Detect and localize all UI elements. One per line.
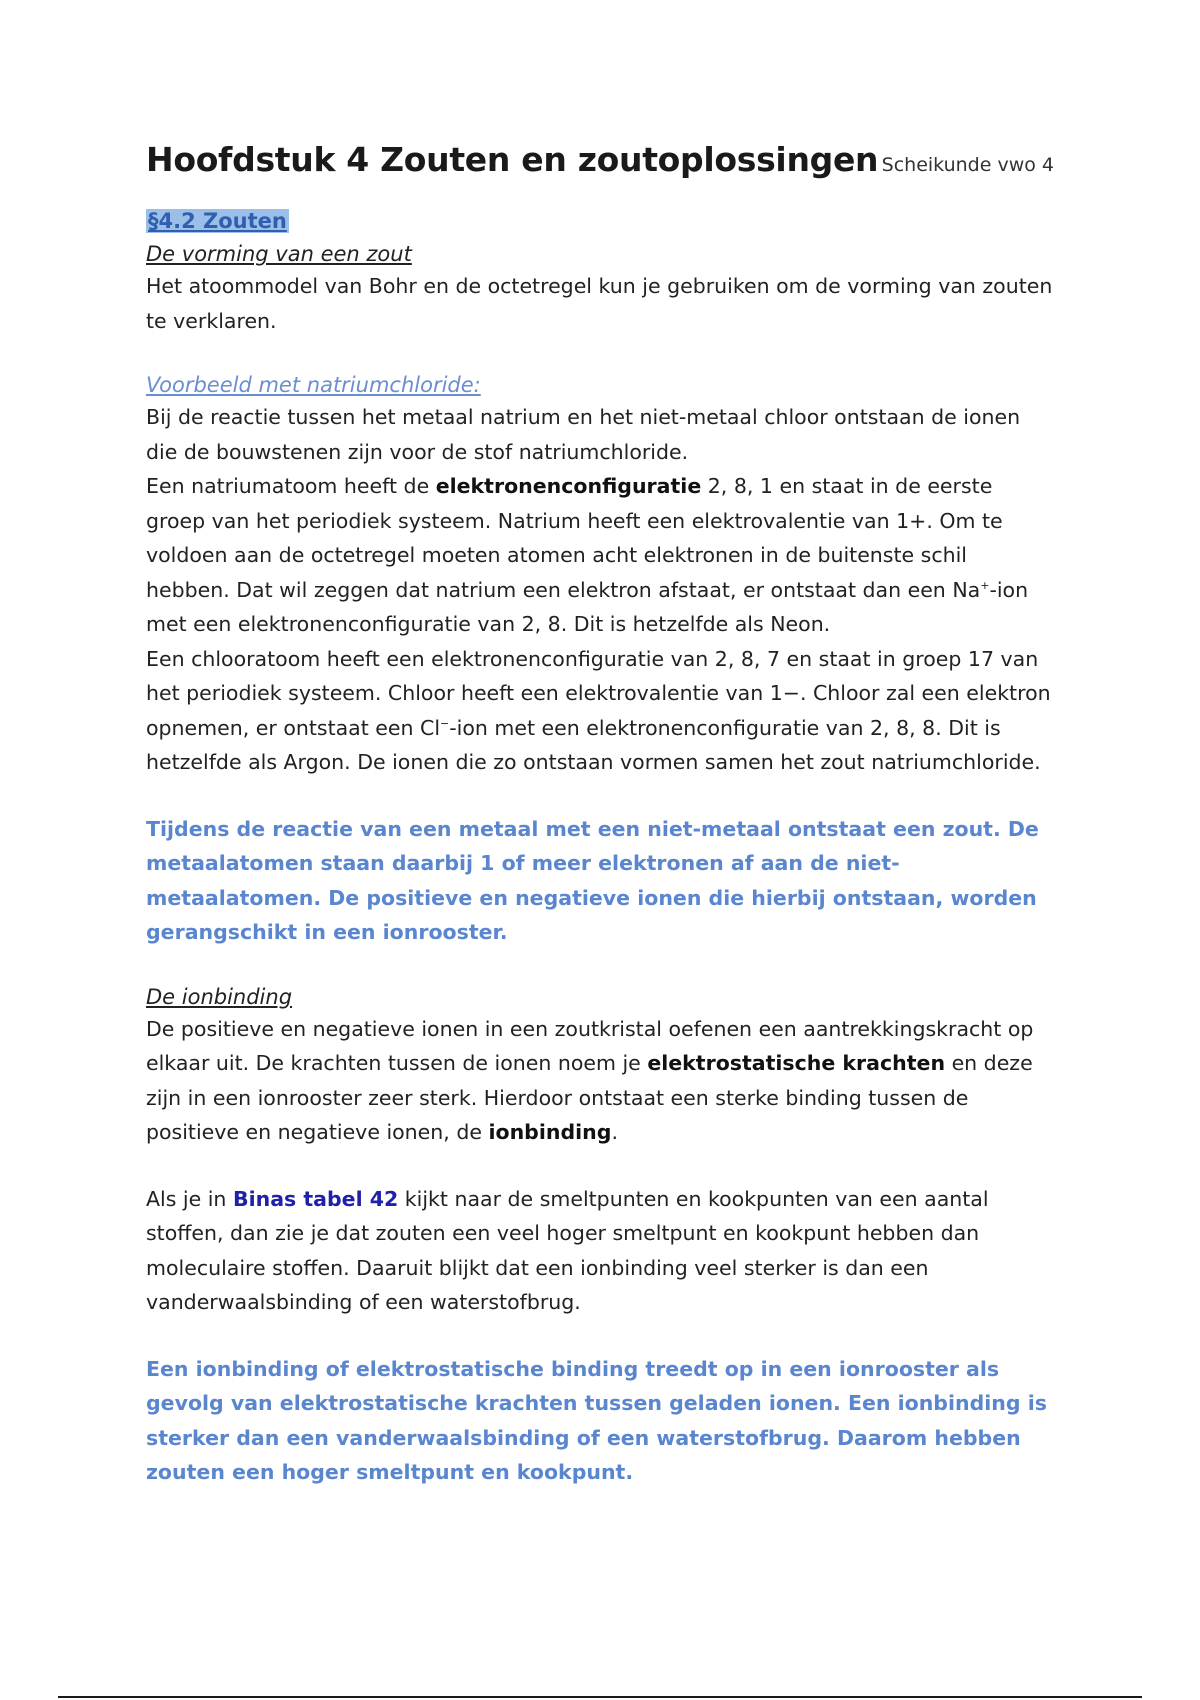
conclusion-ionbinding: Een ionbinding of elektrostatische binding treedt op in een ionrooster als gevolg van elektrostatische krachten tussen geladen ionen. Een ionbinding is sterker dan een vanderwaalsbinding of een waterstofbrug. Daarom hebben zouten een hoger smeltpunt en kookpunt.: [146, 1356, 1047, 1484]
conclusion-zout: Tijdens de reactie van een metaal met een niet-metaal ontstaat een zout. De metaalatomen staan daarbij 1 of meer elektronen af aan de niet-metaalatomen. De positieve en negatieve ionen die hierbij ontstaan, worden gerangschikt in een ionrooster.: [146, 816, 1039, 944]
voorbeeld-paragraph-1: Bij de reactie tussen het metaal natrium en het niet-metaal chloor ontstaan de ionen die de bouwstenen zijn voor de stof natriumchloride.: [146, 405, 1021, 464]
ionbinding-paragraph-1: De positieve en negatieve ionen in een zoutkristal oefenen een aantrekkingskracht op elkaar uit. De krachten tussen de ionen noem je elektrostatische krachten en deze zijn in een ionrooster zeer sterk. Hierdoor ontstaat een sterke binding tussen de positieve en negatieve ionen, de ionbinding.: [146, 1016, 1034, 1144]
term-elektrostatische-krachten: elektrostatische krachten: [647, 1051, 946, 1075]
subheading-vorming: De vorming van een zout: [146, 242, 412, 266]
footer-divider: [58, 1696, 1142, 1698]
subject-label: Scheikunde vwo 4: [881, 154, 1054, 176]
term-elektronenconfiguratie: elektronenconfiguratie: [435, 474, 702, 498]
voorbeeld-paragraph-2: Een natriumatoom heeft de elektronenconfiguratie 2, 8, 1 en staat in de eerste groep van het periodiek systeem. Natrium heeft een elektrovalentie van 1+. Om te voldoen aan de octetregel moeten atomen acht elektronen in de buitenste schil hebben. Dat wil zeggen dat natrium een elektron afstaat, er ontstaat dan een Na+-ion met een elektronenconfiguratie van 2, 8. Dit is hetzelfde als Neon.: [146, 474, 1029, 636]
section-heading: §4.2 Zouten: [148, 209, 287, 233]
page-title: Hoofdstuk 4 Zouten en zoutoplossingen: [146, 140, 879, 179]
intro-paragraph: Het atoommodel van Bohr en de octetregel kun je gebruiken om de vorming van zouten te verklaren.: [146, 274, 1053, 333]
voorbeeld-paragraph-3: Een chlooratoom heeft een elektronenconfiguratie van 2, 8, 7 en staat in groep 17 van het periodiek systeem. Chloor heeft een elektrovalentie van 1−. Chloor zal een elektron opnemen, er ontstaat een Cl−-ion met een elektronenconfiguratie van 2, 8, 8. Dit is hetzelfde als Argon. De ionen die zo ontstaan vormen samen het zout natriumchloride.: [146, 646, 1051, 774]
document-page: [146, 140, 1054, 1490]
ionbinding-paragraph-2: Als je in Binas tabel 42 kijkt naar de smeltpunten en kookpunten van een aantal stoffen, dan zie je dat zouten een veel hoger smeltpunt en kookpunt hebben dan moleculaire stoffen. Daaruit blijkt dat een ionbinding veel sterker is dan een vanderwaalsbinding of een waterstofbrug.: [146, 1186, 989, 1314]
page-header: [146, 140, 1054, 179]
binas-reference: Binas tabel 42: [232, 1186, 399, 1211]
subheading-voorbeeld: Voorbeeld met natriumchloride:: [146, 373, 481, 397]
subheading-ionbinding: De ionbinding: [146, 984, 293, 1009]
term-ionbinding: ionbinding: [488, 1120, 612, 1144]
